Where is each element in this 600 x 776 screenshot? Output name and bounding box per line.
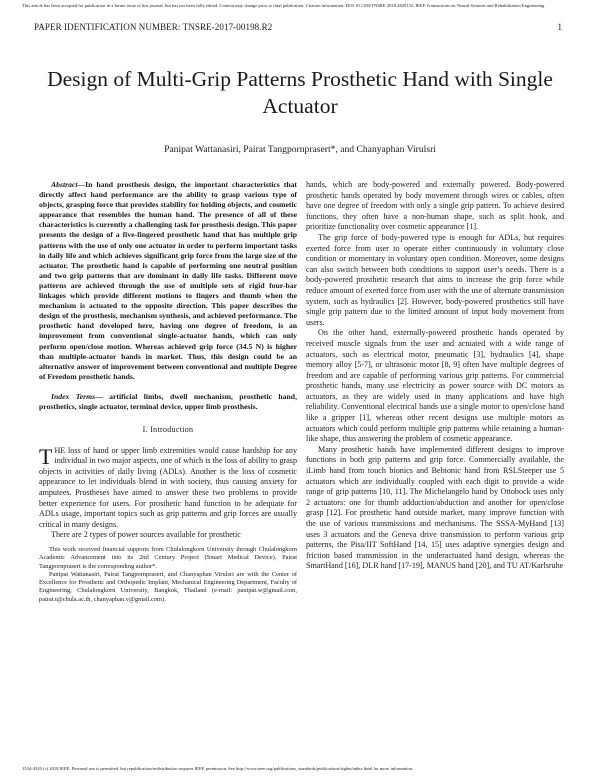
intro-text: HE loss of hand or upper limb extremities would cause hardship for any individual in two major aspects, one of which is the loss of ability to grasp objects in activities of daily living (ADLs). Another is the loss of cosmetic appearance to let individuals blend in with society, thus causing anxiety for amputees. Prostheses have aimed to answer these two problems to provide better experience for users. For prosthetic hand function to be adequate for ADLs usage, important topics such as grip patterns and grip forces are usually critical in many designs. <box>39 445 297 529</box>
journal-notice: This article has been accepted for publication in a future issue of this journal, but has not been fully edited. Content may change prior to final publication. Citation information: DOI 10.1109/TNSRE.2018.2829152, IEEE Transactions on Neural Systems and Rehabilitation Engineering <box>22 3 545 8</box>
abstract-text: —In hand prosthesis design, the important characteristics that directly affect hand performance are the ability to grasp various type of objects, grasping force that provides stability for holding objects, and cosmetic appearance that resembles the human hand. The presence of all of these characteristics is currently a challenging task for prosthesis design. This paper presents the design of a five-fingered prosthetic hand that has multiple grip patterns with the use of only one actuator in order to perform important tasks in daily life and which achieves significant grip force from the large size of the actuator. The prosthetic hand is capable of performing one neutral position and two grip patterns that are dominant in daily life tasks. Different move patterns are achieved through the use of multiple sets of rigid four-bar linkages which provide different motions to fingers and thumb when the mechanism is actuated to the opposite direction. This paper describes the design of the prosthesis, mechanism synthesis, and achieved performance. The prosthetic hand developed here, having one degree of freedom, is an improvement from conventional single-actuator hands, which can only perform open/close motion. Whereas achieved grip force (34.5 N) is higher than multiple-actuator hands in market. Thus, this design could be an alternative answer of improvement between conventional and multiple Degree of Freedom prosthetic hands. <box>39 180 297 381</box>
body-paragraph: The grip force of body-powered type is enough for ADLs, but requires exerted force from user to operate either continuously in voluntary close condition or momentary in voluntary open condition. Moreover, some designs can also switch between both conditions to support user’s needs. There is a body-powered prosthetic research that aims to increase the grip force while reduce amount of exerted force from user with the use of alternate transmission system, such as hydraulics [2]. However, body-powered prosthetics still have single grip pattern due to the limited amount of input body movement from users. <box>306 232 564 327</box>
right-column <box>306 180 564 765</box>
funding-footnote: This work received financial supports from Chulalongkorn University through Chulalongkorn Academic Advancement into its 2nd Century Project (Smart Medical Device). Pairat Tangpornprasert is the corresponding author*. <box>39 546 297 570</box>
author-list: Panipat Wattanasiri, Pairat Tangpornprasert*, and Chanyaphan Virulsri <box>164 144 436 155</box>
abstract-label: Abstract <box>51 180 78 189</box>
index-terms <box>39 392 297 412</box>
copyright-footer: 1534-4320 (c) 2018 IEEE. Personal use is permitted, but republication/redistribution requires IEEE permission. See http://www.ieee.org/publications_standards/publications/rights/index.html for more information. <box>22 766 414 771</box>
body-paragraph: Many prosthetic hands have implemented different designs to improve functions in both grip patterns and grip force. Commercially available, the iLimb hand from touch bionics and Bebionic hand from RSLSteeper use 5 actuators which are individually coupled with each digit to provide a wide range of grip patterns [10, 11]. The Michelangelo hand by Ottobock uses only 2 actuators: one for thumb adduction/abduction and another for open/close grasp [12]. For prosthetic hand outside market, many improve function with the use of various transmissions and mechanisms. The SSSA-MyHand [13] uses 3 actuators and the Geneva drive transmission to perform various grip patterns, the Pisa/IIT SoftHand [14, 15] uses adaptive synergies design and friction based transmission in the underactuated hand design, whereas the SmartHand [16], DLR hand [17-19], MANUS hand [20], and TU AT/Karlsruhe <box>306 444 564 571</box>
page-number: 1 <box>557 22 562 32</box>
section-heading: I. Introduction <box>142 425 194 435</box>
paper-title: Design of Multi-Grip Patterns Prosthetic Hand with Single Actuator <box>47 67 553 118</box>
index-terms-text: — artificial limbs, dwell mechanism, prosthetic hand, prosthetics, single actuator, terminal device, upper limb prosthesis. <box>39 391 297 411</box>
drop-cap: T <box>39 443 53 469</box>
body-paragraph: hands, which are body-powered and externally powered. Body-powered prosthetic hands operated by body movement through wires or cables, often have one degree of freedom with only a single grip pattern. To achieve desired functions, they often have a non-human shape, such as split hook, and prioritize functionality over cosmetic appearance [1]. <box>306 180 564 232</box>
intro-paragraph-2: There are 2 types of power sources available for prosthetic <box>51 530 241 540</box>
index-terms-label: Index Terms <box>51 391 96 401</box>
intro-paragraph <box>39 443 297 531</box>
body-paragraph: On the other hand, externally-powered prosthetic hands operated by received muscle signals from the user and actuated with a wide range of actuators, such as electrical motor, pneumatic [3], hydraulics [4], shape memory alloy [5-7], or ultrasonic motor [8, 9] often have multiple degrees of freedom and are capable of performing various grip patterns. For commercial prosthetic hands, many use electricity as power source with DC motors as actuators, as they are widely used in many applications and have high reliability. Conventional electrical hands use a single motor to open/close hand like a gripper [1], whereas other recent designs use multiple motors as actuators which could perform multiple grip patterns while retaining a human-like shape, thus answering the problem of cosmetic appearance. <box>306 328 564 444</box>
affiliation-footnote: Panipat Wattanasiri, Pairat Tangpornprasert, and Chanyaphan Virulsri are with the Center of Excellence for Prosthetic and Orthopedic Implant, Mechanical Engineering Department, Faculty of Engineering, Chulalongkorn University, Bangkok, Thailand (e-mail: panipat.w@gmail.com, pairat.t@chula.ac.th, chanyaphan.v@gmail.com). <box>39 570 297 603</box>
paper-id: PAPER IDENTIFICATION NUMBER: TNSRE-2017-00198.R2 <box>34 22 273 32</box>
abstract <box>39 180 297 382</box>
left-column <box>39 180 297 740</box>
